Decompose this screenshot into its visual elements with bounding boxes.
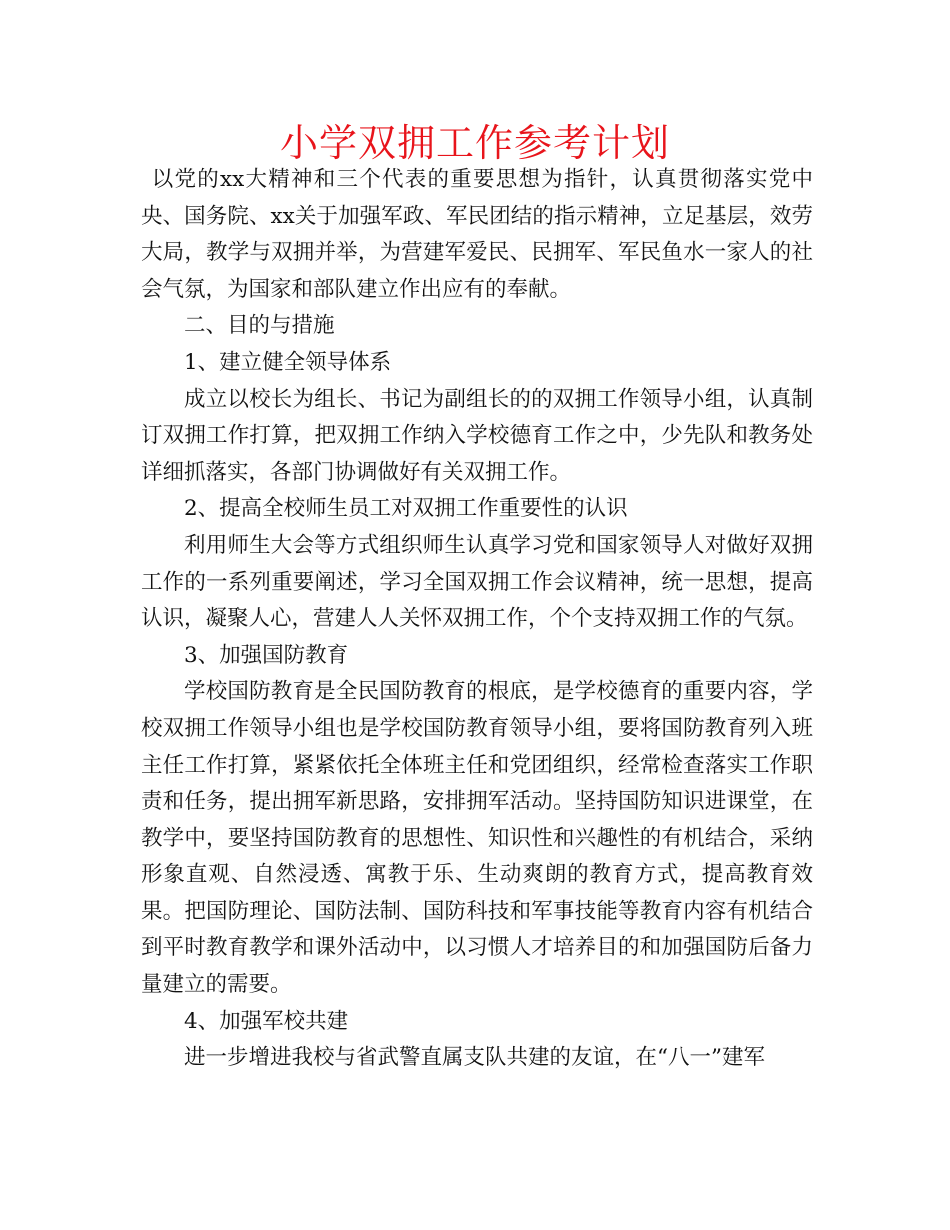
intro-paragraph: 以党的xx大精神和三个代表的重要思想为指针，认真贯彻落实党中央、国务院、xx关于加强军政、军民团结的指示精神，立足基层，效劳大局，教学与双拥并举，为营建军爱民、民拥军、军民鱼水一家人的社会气氛，为国家和部队建立作出应有的奉献。 <box>141 167 813 302</box>
subheading-national-defense-education: 3、加强国防教育 <box>184 642 349 668</box>
subheading-leadership-system: 1、建立健全领导体系 <box>184 349 392 375</box>
paragraph-raise-awareness: 利用师生大会等方式组织师生认真学习党和国家领导人对做好双拥工作的一系列重要阐述，学习全国双拥工作会议精神，统一思想，提高认识，凝聚人心，营建人人关怀双拥工作，个个支持双拥工作的气氛。 <box>141 532 813 632</box>
document-title: 小学双拥工作参考计划 <box>279 121 670 165</box>
document-body <box>141 162 813 1077</box>
section-heading-goals-measures: 二、目的与措施 <box>184 313 335 339</box>
subheading-military-school-coconstruction: 4、加强军校共建 <box>184 1008 349 1034</box>
paragraph-national-defense-education: 学校国防教育是全民国防教育的根底，是学校德育的重要内容，学校双拥工作领导小组也是学校国防教育领导小组，要将国防教育列入班主任工作打算，紧紧依托全体班主任和党团组织，经常检查落实工作职责和任务，提出拥军新思路，安排拥军活动。坚持国防知识进课堂，在教学中，要坚持国防教育的思想性、知识性和兴趣性的有机结合，采纳形象直观、自然浸透、寓教于乐、生动爽朗的教育方式，提高教育效果。把国防理论、国防法制、国防科技和军事技能等教育内容有机结合到平时教育教学和课外活动中，以习惯人才培养目的和加强国防后备力量建立的需要。 <box>141 679 813 998</box>
subheading-raise-awareness: 2、提高全校师生员工对双拥工作重要性的认识 <box>184 496 628 522</box>
paragraph-military-school-coconstruction: 进一步增进我校与省武警直属支队共建的友谊，在“八一”建军 <box>184 1045 765 1071</box>
paragraph-leadership-system: 成立以校长为组长、书记为副组长的的双拥工作领导小组，认真制订双拥工作打算，把双拥工作纳入学校德育工作之中，少先队和教务处详细抓落实，各部门协调做好有关双拥工作。 <box>141 386 813 485</box>
